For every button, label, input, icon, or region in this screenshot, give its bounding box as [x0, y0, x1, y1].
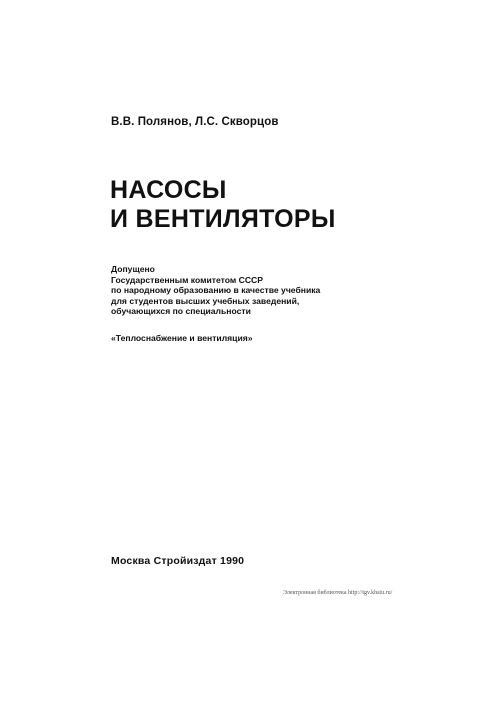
authors: В.В. Полянов, Л.С. Скворцов — [111, 116, 279, 128]
book-title-line-2: И ВЕНТИЛЯТОРЫ — [110, 205, 336, 233]
approval-line: Государственным комитетом СССР — [111, 274, 263, 285]
approval-line: для студентов высших учебных заведений, — [111, 295, 300, 306]
approval-note — [111, 264, 320, 317]
library-watermark: Электронная библиотека http://tgv.khstu.ru/ — [283, 590, 393, 596]
approval-line: обучающихся по специальности — [111, 306, 251, 317]
book-title — [110, 176, 336, 234]
specialty-name: «Теплоснабжение и вентиляция» — [111, 333, 253, 343]
book-title-line-1: НАСОСЫ — [110, 176, 227, 204]
approval-line: по народному образованию в качестве учебника — [111, 285, 321, 296]
approval-line: Допущено — [111, 264, 155, 274]
publisher-imprint: Москва Стройиздат 1990 — [111, 555, 245, 567]
